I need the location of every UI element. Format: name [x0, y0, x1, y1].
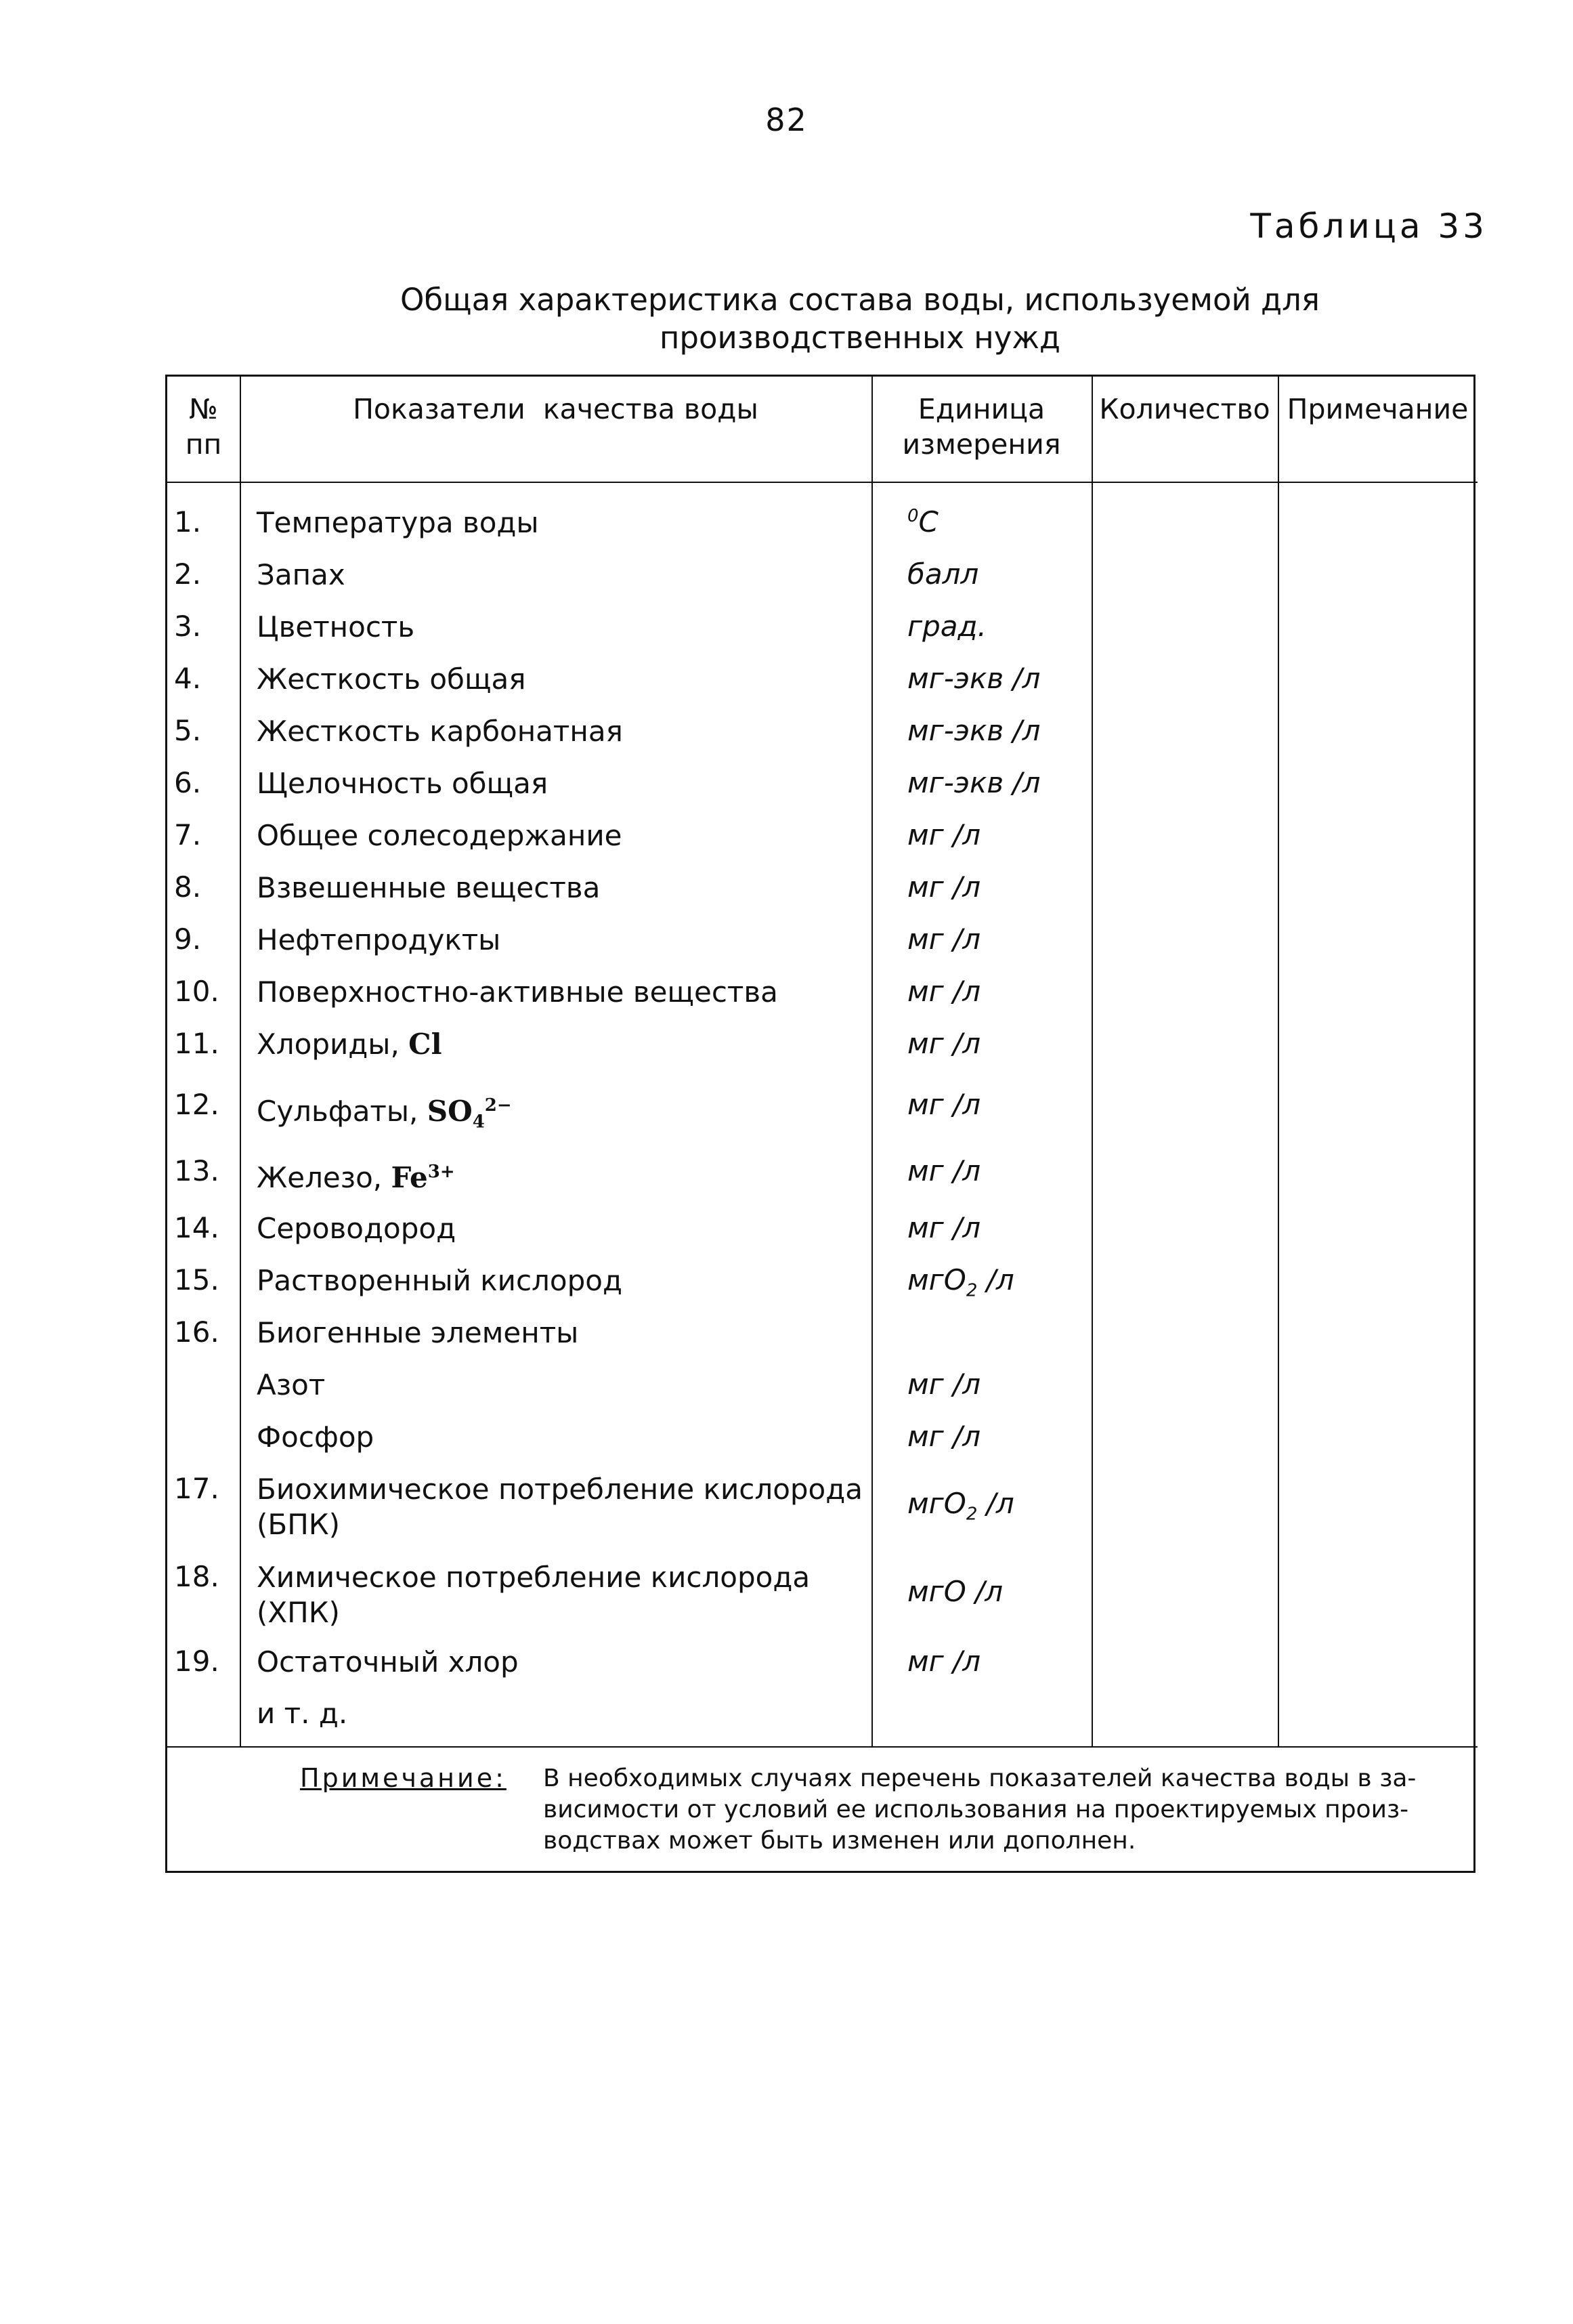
- row-number: 2.: [174, 557, 202, 591]
- row-unit: мг /л: [907, 1420, 981, 1453]
- row-indicator: Сульфаты, $SO_4^{2-}$: [257, 1095, 512, 1133]
- row-indicator: Щелочность общая: [257, 767, 548, 800]
- footnote-label: Примечание:: [300, 1763, 507, 1793]
- row-unit: мг /л: [907, 1368, 981, 1401]
- page-number: 82: [765, 102, 808, 138]
- row-unit: мг /л: [907, 1211, 981, 1244]
- row-number: 5.: [174, 714, 202, 747]
- column-header-amount: Количество: [1099, 393, 1270, 425]
- row-number: 1.: [174, 505, 202, 538]
- row-number: 4.: [174, 662, 202, 695]
- row-number: 10.: [174, 975, 219, 1008]
- row-number: 12.: [174, 1088, 219, 1121]
- row-unit: мг /л: [907, 1645, 981, 1678]
- footnote-text: В необходимых случаях перечень показателей качества воды в за- висимости от условий ее использования на проектируемых произ- водствах может быть изменен или дополнен.: [543, 1765, 1417, 1855]
- row-unit: мг-экв /л: [907, 714, 1041, 747]
- row-indicator: Нефтепродукты: [257, 923, 501, 956]
- column-divider: [871, 377, 873, 1746]
- row-indicator: Биохимическое потребление кислорода (БПК): [257, 1473, 863, 1541]
- row-number: 9.: [174, 923, 202, 956]
- row-number: 7.: [174, 818, 202, 851]
- row-indicator: Цветность: [257, 610, 415, 643]
- row-indicator: Жесткость карбонатная: [257, 715, 623, 748]
- row-unit: мгО /л: [907, 1575, 1004, 1608]
- row-unit: мг /л: [907, 870, 981, 904]
- table-footnote: [167, 1746, 1478, 1875]
- table-title-line: Общая характеристика состава воды, используемой для: [400, 282, 1320, 318]
- row-indicator: Общее солесодержание: [257, 819, 622, 852]
- row-unit: мг-экв /л: [907, 766, 1041, 799]
- quality-table: [165, 375, 1475, 1873]
- row-number: 17.: [174, 1472, 219, 1505]
- row-unit: мг /л: [907, 923, 981, 956]
- row-indicator: Фосфор: [257, 1420, 374, 1454]
- row-indicator: Остаточный хлор: [257, 1645, 519, 1678]
- column-header-unit: Единица измерения: [902, 393, 1061, 461]
- row-unit: мг /л: [907, 818, 981, 851]
- row-indicator: Азот: [257, 1368, 326, 1401]
- row-indicator: Температура воды: [257, 506, 539, 539]
- row-unit: мгО$_2$ /л: [907, 1487, 1014, 1525]
- row-number: 6.: [174, 766, 202, 799]
- column-divider: [1092, 377, 1093, 1746]
- row-number: 11.: [174, 1027, 219, 1060]
- row-number: 8.: [174, 870, 202, 904]
- column-header-note: Примечание: [1287, 393, 1469, 425]
- row-indicator: Хлориды, Cl: [257, 1028, 442, 1061]
- row-indicator: Биогенные элементы: [257, 1316, 579, 1349]
- row-number: 3.: [174, 610, 202, 643]
- table-title-line: производственных нужд: [659, 320, 1061, 356]
- row-indicator: Растворенный кислород: [257, 1264, 622, 1297]
- header-divider: [167, 482, 1478, 483]
- row-number: 16.: [174, 1315, 219, 1349]
- row-unit: мг /л: [907, 1027, 981, 1060]
- row-number: 15.: [174, 1263, 219, 1296]
- row-unit: мг /л: [907, 975, 981, 1008]
- row-indicator: и т. д.: [257, 1697, 348, 1730]
- column-divider: [240, 377, 241, 1746]
- row-indicator: Жесткость общая: [257, 662, 526, 696]
- column-header-indicator: Показатели качества воды: [353, 393, 758, 425]
- row-indicator: Поверхностно-активные вещества: [257, 975, 778, 1009]
- row-indicator: Железо, $Fe^{3+}$: [257, 1161, 455, 1194]
- table-title: [352, 281, 1368, 357]
- row-unit: мгО$_2$ /л: [907, 1263, 1014, 1301]
- row-number: 13.: [174, 1154, 219, 1187]
- column-divider: [1278, 377, 1279, 1746]
- row-number: 19.: [174, 1645, 219, 1678]
- row-number: 14.: [174, 1211, 219, 1244]
- row-unit: град.: [907, 610, 987, 643]
- column-header-number: № пп: [185, 393, 222, 461]
- row-unit: балл: [907, 557, 979, 591]
- table-label: Таблица 33: [1250, 207, 1488, 246]
- row-number: 18.: [174, 1560, 219, 1593]
- row-indicator: Сероводород: [257, 1212, 456, 1245]
- row-unit: $^0$С: [907, 505, 939, 538]
- row-unit: мг /л: [907, 1088, 981, 1121]
- row-indicator: Взвешенные вещества: [257, 871, 601, 904]
- row-indicator: Запах: [257, 558, 345, 591]
- row-unit: мг /л: [907, 1154, 981, 1187]
- row-indicator: Химическое потребление кислорода (ХПК): [257, 1561, 811, 1629]
- row-unit: мг-экв /л: [907, 662, 1041, 695]
